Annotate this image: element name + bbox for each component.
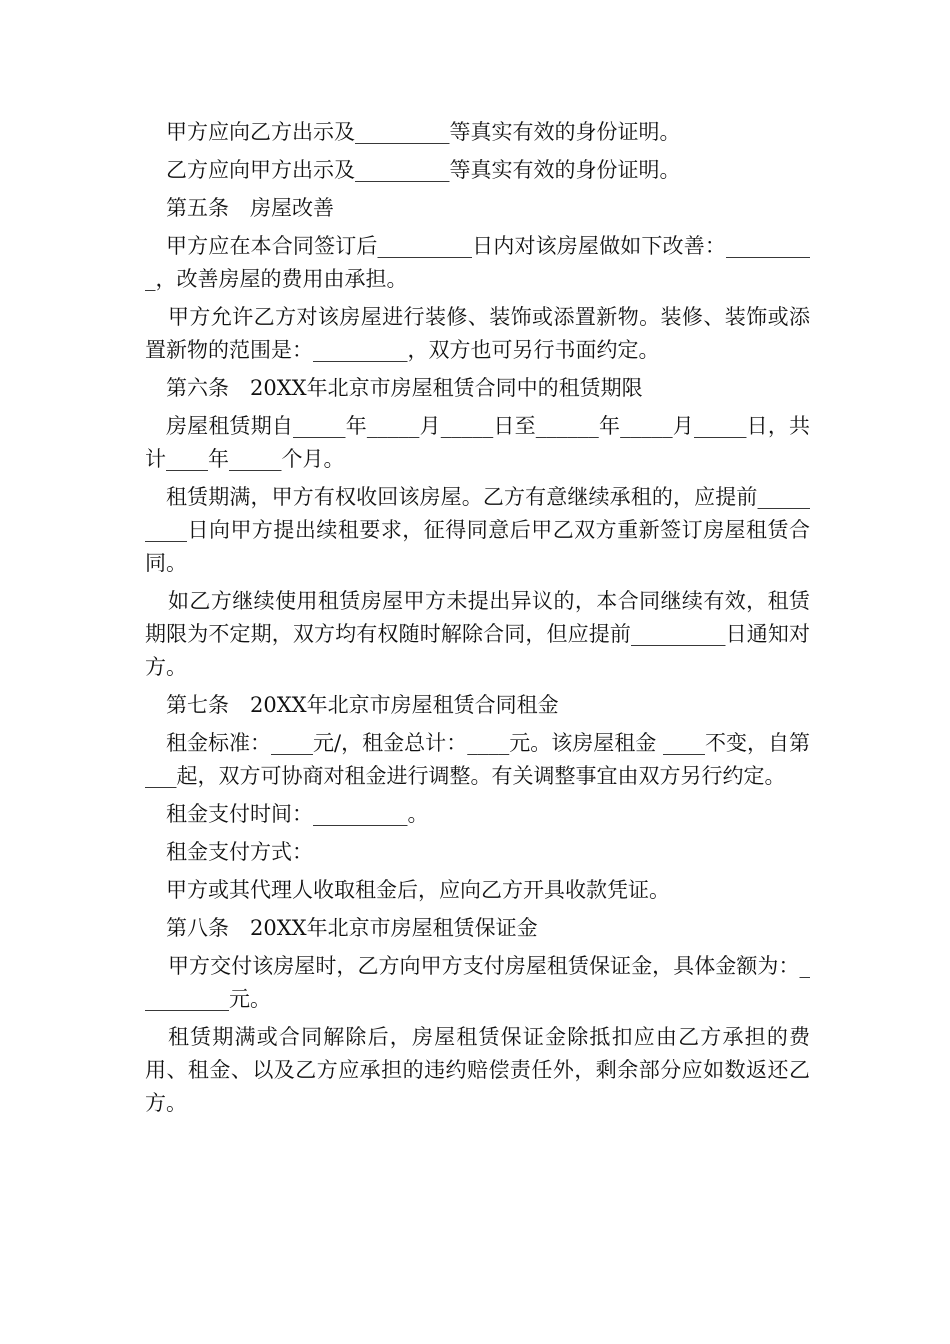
article-7-heading: 第七条 20XX年北京市房屋租赁合同租金 bbox=[166, 693, 559, 717]
article-5-heading: 第五条 房屋改善 bbox=[166, 196, 334, 220]
article-7-receipt: 甲方或其代理人收取租金后，应向乙方开具收款凭证。 bbox=[166, 878, 670, 902]
article-5-improvement: 甲方应在本合同签订后_________日内对该房屋做如下改善：_________，改善房屋的费用由承担。 bbox=[145, 234, 810, 291]
article-6-indefinite: 如乙方继续使用租赁房屋甲方未提出异议的，本合同继续有效，租赁期限为不定期，双方均有权随时解除合同，但应提前_________日通知对方。 bbox=[145, 589, 810, 679]
contract-document bbox=[145, 116, 810, 1125]
article-8-heading: 第八条 20XX年北京市房屋租赁保证金 bbox=[166, 916, 538, 940]
article-7-payment-time: 租金支付时间：_________。 bbox=[166, 802, 429, 826]
article-7-rent-standard: 租金标准：____元/，租金总计：____元。该房屋租金 ____不变，自第___起，双方可协商对租金进行调整。有关调整事宜由双方另行约定。 bbox=[145, 731, 810, 788]
article-6-term: 房屋租赁期自_____年_____月_____日至______年_____月_____日，共计____年_____个月。 bbox=[145, 414, 810, 471]
article-8-refund: 租赁期满或合同解除后，房屋租赁保证金除抵扣应由乙方承担的费用、租金、以及乙方应承担的违约赔偿责任外，剩余部分应如数返还乙方。 bbox=[145, 1025, 810, 1115]
article-8-deposit: 甲方交付该房屋时，乙方向甲方支付房屋租赁保证金，具体金额为：_________元。 bbox=[145, 954, 810, 1011]
id-proof-party-b: 乙方应向甲方出示及_________等真实有效的身份证明。 bbox=[166, 158, 681, 182]
article-7-payment-method: 租金支付方式： bbox=[166, 840, 313, 864]
article-6-heading: 第六条 20XX年北京市房屋租赁合同中的租赁期限 bbox=[166, 376, 643, 400]
id-proof-party-a: 甲方应向乙方出示及_________等真实有效的身份证明。 bbox=[166, 120, 681, 144]
article-6-renewal: 租赁期满，甲方有权收回该房屋。乙方有意继续承租的，应提前_________日向甲方提出续租要求，征得同意后甲乙双方重新签订房屋租赁合同。 bbox=[145, 485, 810, 575]
article-5-decoration: 甲方允许乙方对该房屋进行装修、装饰或添置新物。装修、装饰或添置新物的范围是：_________，双方也可另行书面约定。 bbox=[145, 305, 810, 362]
